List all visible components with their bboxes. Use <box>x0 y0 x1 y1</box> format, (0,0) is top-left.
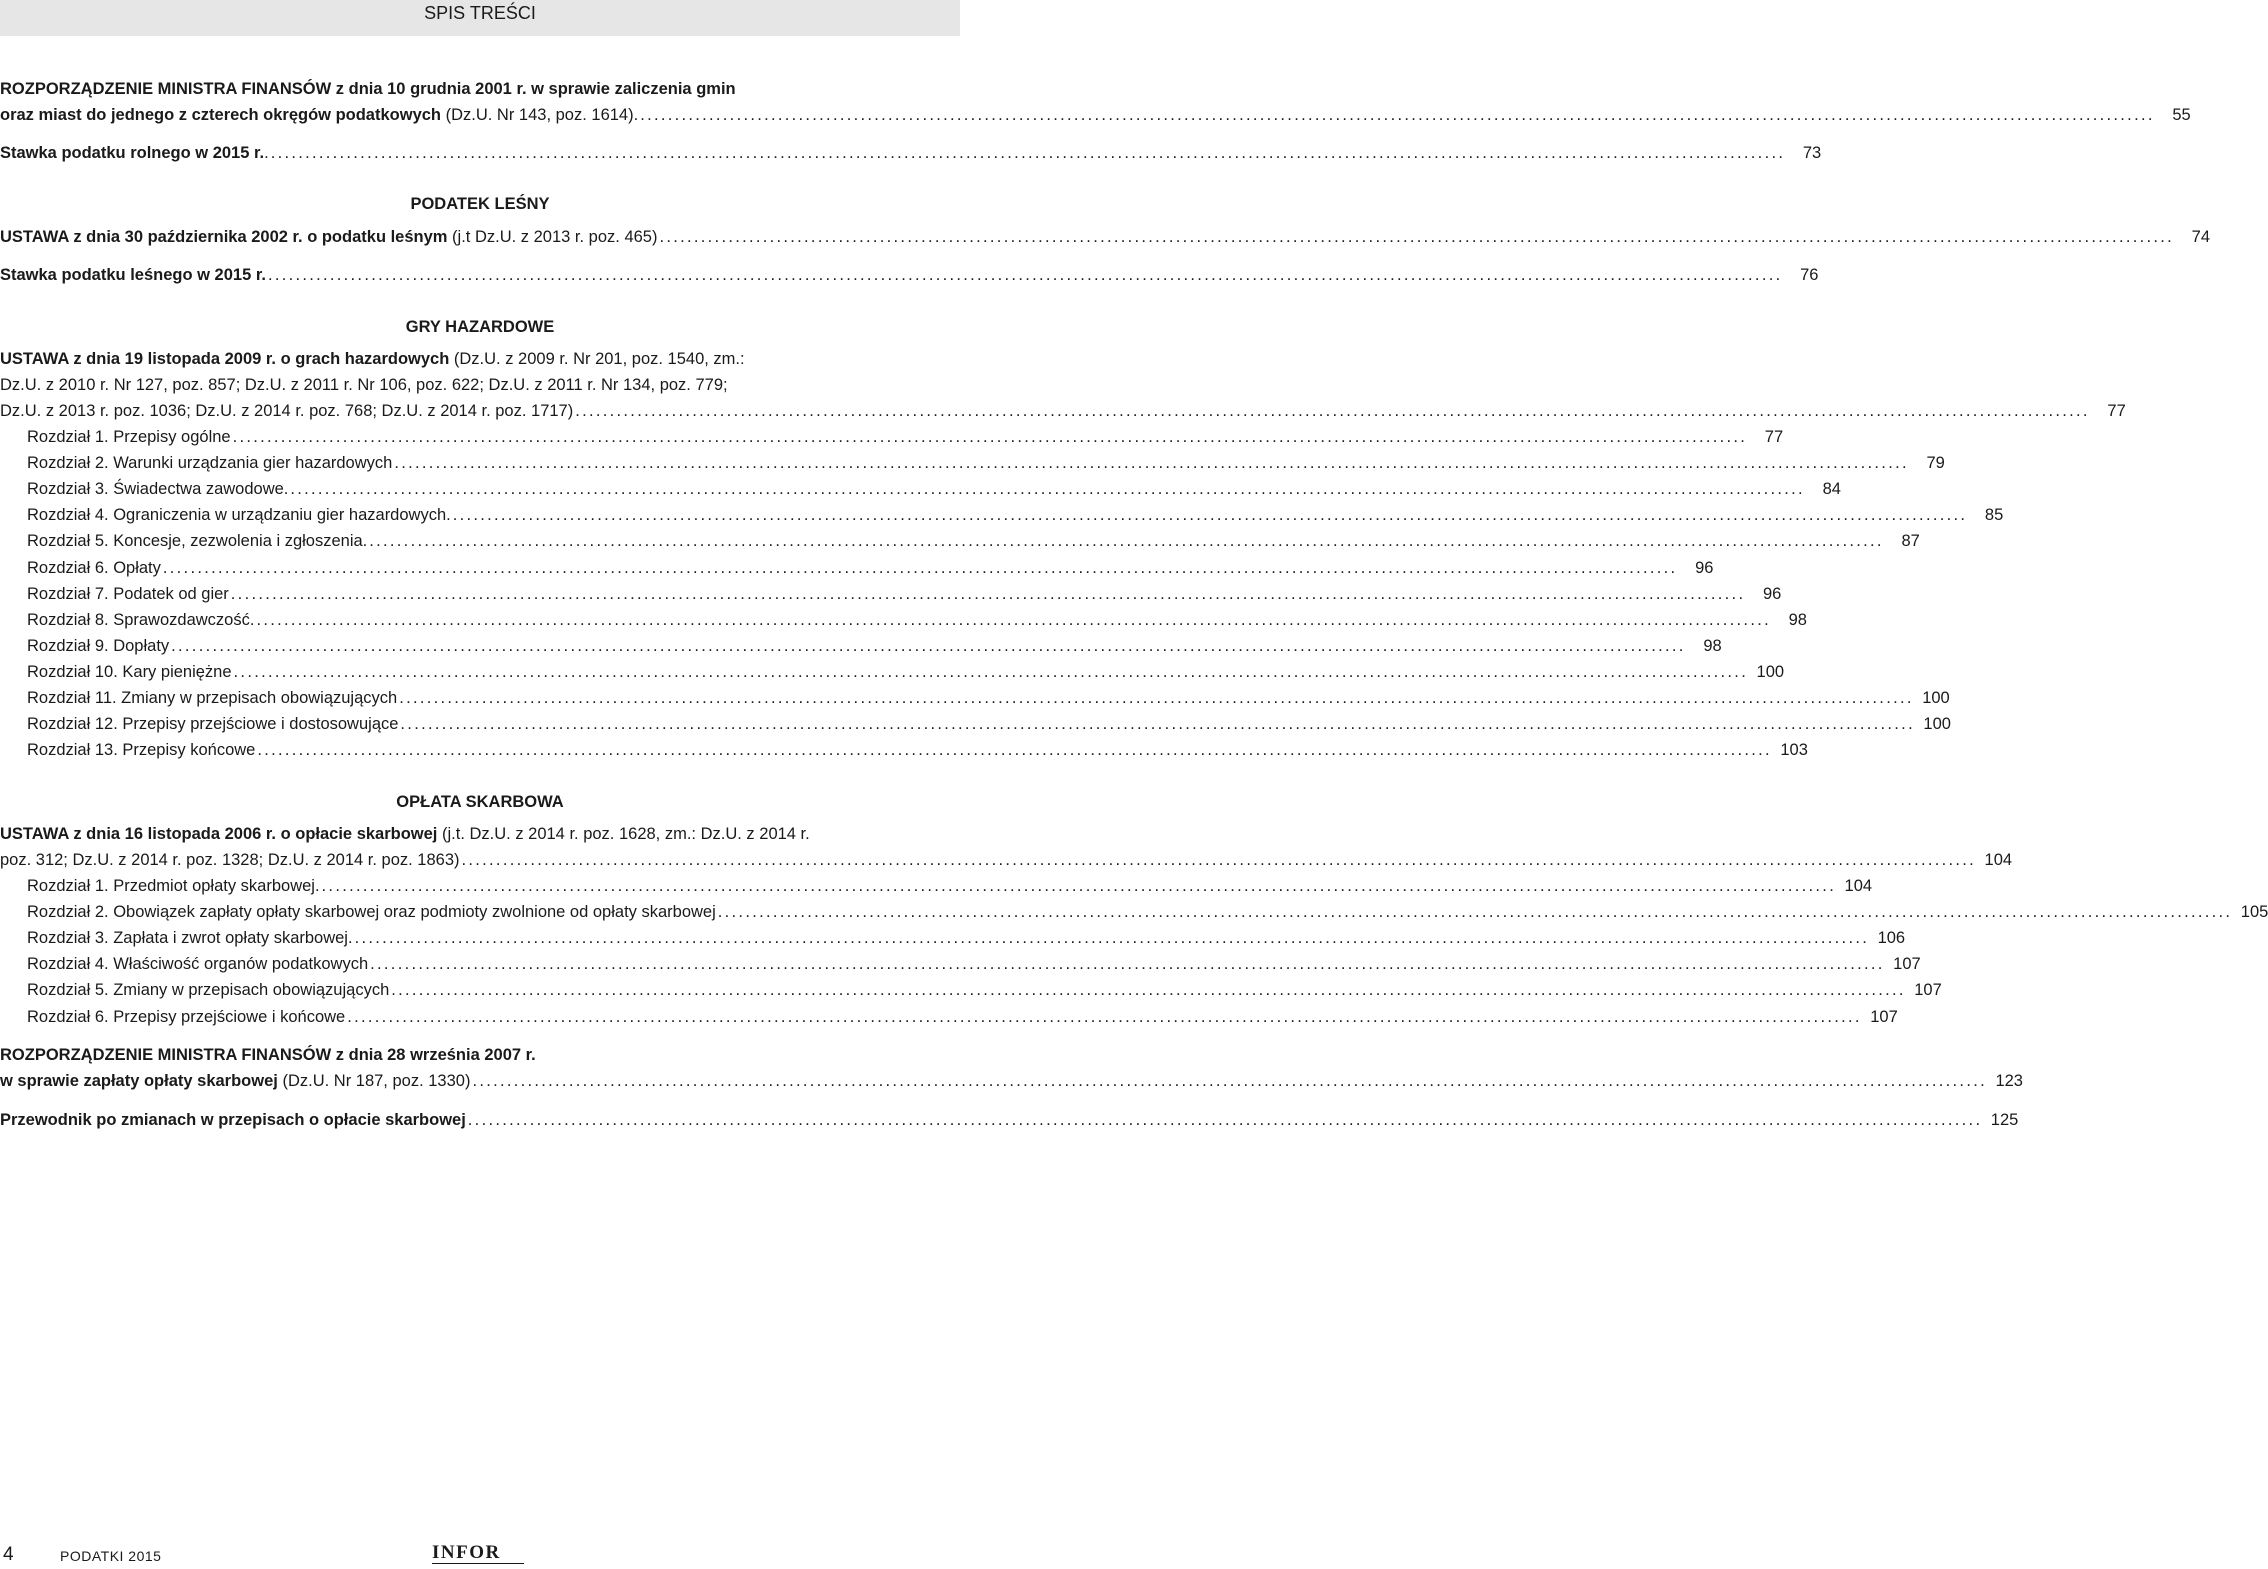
page-number: 107 <box>1893 955 1921 974</box>
dot-leader: ............................................................................................................................................................................................................................ <box>256 610 1771 629</box>
toc-chapter-entry[interactable] <box>27 685 1950 711</box>
toc-chapter-entry[interactable] <box>27 925 1906 951</box>
dot-leader: ............................................................................................................................................................................................................................ <box>270 144 1786 162</box>
toc-chapter-entry[interactable] <box>27 659 1785 685</box>
dot-leader: ............................................................................................................................................................................................................................ <box>369 532 1884 551</box>
page-number: 73 <box>1802 144 1822 162</box>
toc-entry-rozporzadzenie-2001-line2[interactable] <box>0 102 2191 128</box>
page-number: 104 <box>1844 877 1873 895</box>
dot-leader: ............................................................................................................................................................................................................................ <box>354 929 1870 948</box>
toc-entry-ustawa-gry-line2: Dz.U. z 2010 r. Nr 127, poz. 857; Dz.U. z 2011 r. Nr 106, poz. 622; Dz.U. z 2011 r. Nr 134, poz. 779; <box>0 376 728 394</box>
page-number: 98 <box>1788 610 1807 629</box>
page-number: 87 <box>1901 532 1920 551</box>
dot-leader: ............................................................................................................................................................................................................................ <box>233 662 1749 681</box>
chapter-title: Rozdział 5. Koncesje, zezwolenia i zgłoszenia. <box>27 532 368 551</box>
chapter-title: Rozdział 1. Przedmiot opłaty skarbowej. <box>27 877 320 895</box>
dot-leader: ............................................................................................................................................................................................................................ <box>232 428 1748 446</box>
page-number: 74 <box>2191 228 2211 246</box>
toc-chapter-entry[interactable] <box>27 528 1920 554</box>
logo-underline <box>432 1563 524 1564</box>
dot-leader: ............................................................................................................................................................................................................................ <box>370 955 1885 974</box>
toc-entry-przewodnik[interactable] <box>0 1107 2019 1133</box>
toc-entry-ustawa-lesny[interactable] <box>0 224 2211 250</box>
entry-text: Stawka podatku leśnego w 2015 r. <box>0 266 266 284</box>
chapter-title: Rozdział 6. Przepisy przejściowe i końcowe <box>27 1007 346 1026</box>
toc-entry-rozporzadzenie-2007-line2[interactable] <box>0 1068 2023 1094</box>
page-number: 103 <box>1780 741 1808 760</box>
page-number: 125 <box>1990 1111 2019 1129</box>
page-number: 107 <box>1914 981 1942 1000</box>
toc-chapter-entry[interactable] <box>27 899 2268 925</box>
toc-chapter-entry[interactable] <box>27 873 1873 899</box>
dot-leader: ............................................................................................................................................................................................................................ <box>347 1007 1862 1026</box>
entry-text: poz. 312; Dz.U. z 2014 r. poz. 1328; Dz.U. z 2014 r. poz. 1863) <box>0 851 460 869</box>
toc-chapter-entry[interactable] <box>27 977 1942 1003</box>
dot-leader: ............................................................................................................................................................................................................................ <box>472 1072 1987 1090</box>
dot-leader: ............................................................................................................................................................................................................................ <box>461 851 1977 869</box>
dot-leader: ............................................................................................................................................................................................................................ <box>171 636 1686 655</box>
page-number: 104 <box>1984 851 2013 869</box>
toc-chapter-entry[interactable] <box>27 951 1921 977</box>
chapter-title: Rozdział 9. Dopłaty <box>27 636 170 655</box>
entry-text: Dz.U. z 2013 r. poz. 1036; Dz.U. z 2014 r. poz. 768; Dz.U. z 2014 r. poz. 1717) <box>0 402 574 420</box>
chapter-title: Rozdział 4. Właściwość organów podatkowych <box>27 955 369 974</box>
section-heading-gry-hazardowe: GRY HAZARDOWE <box>405 318 555 336</box>
toc-entry-ustawa-oplata-line2[interactable] <box>0 847 2013 873</box>
dot-leader: ............................................................................................................................................................................................................................ <box>640 106 2155 124</box>
chapter-title: Rozdział 10. Kary pieniężne <box>27 662 232 681</box>
page-number: 84 <box>1822 480 1841 499</box>
chapter-title: Rozdział 1. Przepisy ogólne <box>27 428 231 446</box>
chapter-title: Rozdział 12. Przepisy przejściowe i dostosowujące <box>27 715 399 734</box>
page-number: 77 <box>1764 428 1784 446</box>
dot-leader: ............................................................................................................................................................................................................................ <box>400 715 1915 734</box>
page-number: 107 <box>1870 1007 1898 1026</box>
chapter-title: Rozdział 7. Podatek od gier <box>27 584 229 603</box>
entry-text: oraz miast do jednego z czterech okręgów podatkowych (Dz.U. Nr 143, poz. 1614). <box>0 106 639 124</box>
page-number: 123 <box>1995 1072 2023 1090</box>
page-number: 106 <box>1877 929 1906 948</box>
page-number: 96 <box>1762 584 1782 603</box>
page-number: 85 <box>1984 506 2004 525</box>
section-heading-oplata-skarbowa: OPŁATA SKARBOWA <box>396 793 564 811</box>
toc-chapter-entry[interactable] <box>27 607 1807 633</box>
page-number: 100 <box>1923 715 1951 734</box>
toc-chapter-entry[interactable] <box>27 711 1951 737</box>
dot-leader: ............................................................................................................................................................................................................................ <box>257 741 1772 760</box>
footer-publication: PODATKI 2015 <box>60 1548 162 1564</box>
dot-leader: ............................................................................................................................................................................................................................ <box>394 454 1909 473</box>
toc-chapter-entry[interactable] <box>27 1004 1898 1030</box>
page-number: 55 <box>2172 106 2191 124</box>
chapter-title: Rozdział 11. Zmiany w przepisach obowiązujących <box>27 689 398 707</box>
toc-entry-rozporzadzenie-2007-line1: ROZPORZĄDZENIE MINISTRA FINANSÓW z dnia 28 września 2007 r. <box>0 1046 536 1064</box>
toc-chapter-entry[interactable] <box>27 424 1784 450</box>
page-header <box>0 0 960 36</box>
chapter-title: Rozdział 3. Świadectwa zawodowe. <box>27 480 289 499</box>
entry-text: Przewodnik po zmianach w przepisach o opłacie skarbowej <box>0 1111 466 1129</box>
toc-chapter-entry[interactable] <box>27 476 1841 502</box>
footer-page-number: 4 <box>3 1544 14 1565</box>
page-number: 98 <box>1703 636 1722 655</box>
toc-entry-ustawa-gry-line1: USTAWA z dnia 19 listopada 2009 r. o grach hazardowych (Dz.U. z 2009 r. Nr 201, poz. 1540, zm.: <box>0 350 745 368</box>
chapter-title: Rozdział 2. Warunki urządzania gier hazardowych <box>27 454 393 473</box>
page-number: 79 <box>1926 454 1945 473</box>
chapter-title: Rozdział 13. Przepisy końcowe <box>27 741 256 760</box>
infor-logo: INFOR <box>432 1542 501 1563</box>
chapter-title: Rozdział 5. Zmiany w przepisach obowiązujących <box>27 981 390 1000</box>
dot-leader: ............................................................................................................................................................................................................................ <box>321 877 1837 895</box>
dot-leader: ............................................................................................................................................................................................................................ <box>575 402 2090 420</box>
toc-chapter-entry[interactable] <box>27 737 1808 763</box>
entry-text: w sprawie zapłaty opłaty skarbowej (Dz.U. Nr 187, poz. 1330) <box>0 1072 471 1090</box>
dot-leader: ............................................................................................................................................................................................................................ <box>162 558 1678 577</box>
toc-entry-ustawa-oplata-line1: USTAWA z dnia 16 listopada 2006 r. o opłacie skarbowej (j.t. Dz.U. z 2014 r. poz. 1628, zm.: Dz.U. z 2014 r. <box>0 825 810 843</box>
toc-entry-stawka-lesnego[interactable] <box>0 262 1819 288</box>
dot-leader: ............................................................................................................................................................................................................................ <box>399 689 1914 707</box>
page-number: 100 <box>1922 689 1950 707</box>
chapter-title: Rozdział 2. Obowiązek zapłaty opłaty skarbowej oraz podmioty zwolnione od opłaty skarbowej <box>27 903 716 922</box>
chapter-title: Rozdział 8. Sprawozdawczość. <box>27 610 255 629</box>
page-number: 105 <box>2240 903 2268 922</box>
dot-leader: ............................................................................................................................................................................................................................ <box>391 981 1906 1000</box>
page-footer <box>0 1540 960 1569</box>
entry-text: USTAWA z dnia 30 października 2002 r. o podatku leśnym (j.t Dz.U. z 2013 r. poz. 465) <box>0 228 658 246</box>
section-heading-podatek-lesny: PODATEK LEŚNY <box>410 195 550 213</box>
entry-text: Stawka podatku rolnego w 2015 r.. <box>0 144 269 162</box>
header-title: SPIS TREŚCI <box>424 3 536 23</box>
toc-entry-stawka-rolnego[interactable] <box>0 140 1822 166</box>
toc-entry-ustawa-gry-line3[interactable] <box>0 398 2126 424</box>
page-number: 100 <box>1756 662 1785 681</box>
chapter-title: Rozdział 3. Zapłata i zwrot opłaty skarbowej. <box>27 929 353 948</box>
toc-chapter-entry[interactable] <box>27 581 1782 607</box>
dot-leader: ............................................................................................................................................................................................................................ <box>290 480 1805 499</box>
chapter-title: Rozdział 6. Opłaty <box>27 558 161 577</box>
toc-entry-rozporzadzenie-2001-line1 <box>0 76 950 102</box>
dot-leader: ............................................................................................................................................................................................................................ <box>267 266 1783 284</box>
dot-leader: ............................................................................................................................................................................................................................ <box>230 584 1746 603</box>
toc-chapter-entry[interactable] <box>27 555 1714 581</box>
chapter-title: Rozdział 4. Ograniczenia w urządzaniu gier hazardowych. <box>27 506 451 525</box>
dot-leader: ............................................................................................................................................................................................................................ <box>452 506 1968 525</box>
dot-leader: ............................................................................................................................................................................................................................ <box>717 903 2233 922</box>
toc-chapter-entry[interactable] <box>27 633 1722 659</box>
page-number: 76 <box>1800 266 1819 284</box>
toc-chapter-entry[interactable] <box>27 450 1945 476</box>
page-number: 96 <box>1695 558 1714 577</box>
toc-chapter-entry[interactable] <box>27 502 2004 528</box>
page-number: 77 <box>2107 402 2126 420</box>
dot-leader: ............................................................................................................................................................................................................................ <box>467 1111 1983 1129</box>
entry-title: ROZPORZĄDZENIE MINISTRA FINANSÓW z dnia 10 grudnia 2001 r. w sprawie zaliczenia gmin <box>0 80 736 98</box>
dot-leader: ............................................................................................................................................................................................................................ <box>659 228 2175 246</box>
